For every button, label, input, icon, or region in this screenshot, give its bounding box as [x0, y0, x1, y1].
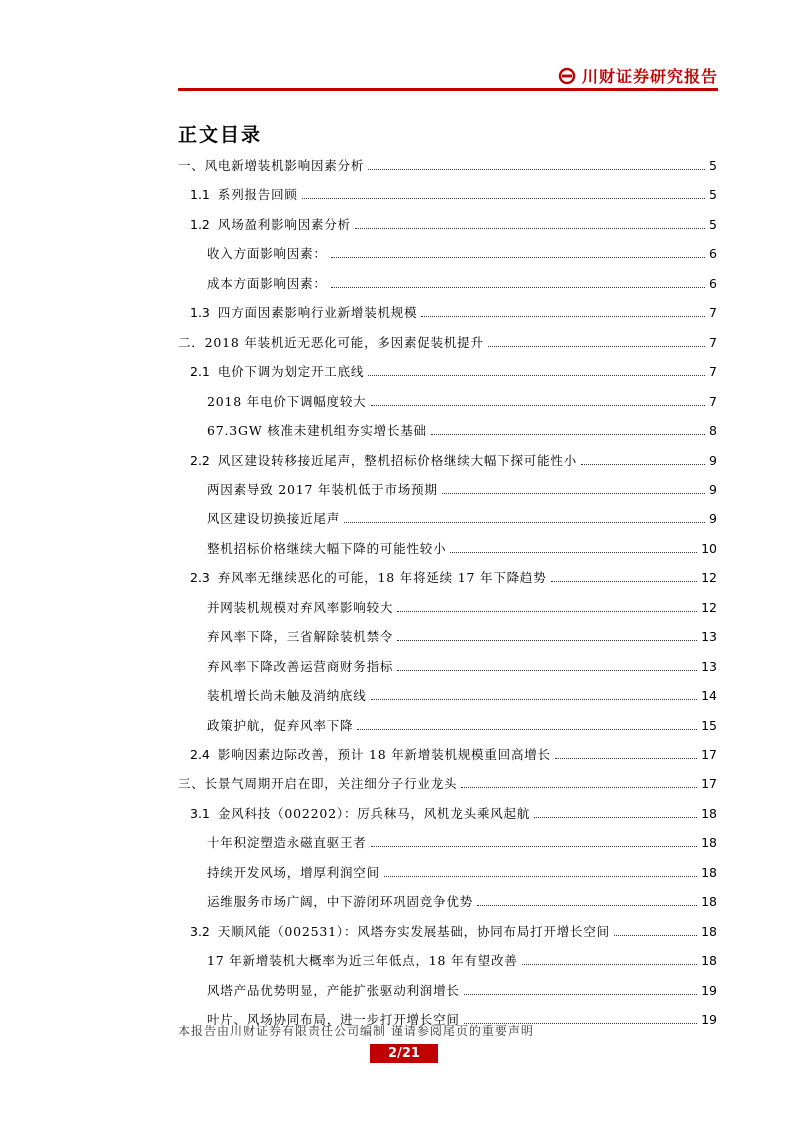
toc-entry-number: 3.2 — [190, 923, 210, 939]
toc-entry-page: 18 — [701, 894, 717, 910]
toc-entry-page: 12 — [701, 599, 717, 615]
toc-entry-page: 18 — [701, 864, 717, 880]
toc-dot-leader — [397, 640, 697, 641]
toc-dot-leader — [331, 287, 705, 288]
toc-entry[interactable] — [178, 329, 717, 351]
toc-entry-label: 持续开发风场，增厚利润空间 — [207, 864, 380, 880]
page-number-badge: 2/21 — [370, 1044, 438, 1063]
brand — [558, 64, 718, 87]
toc-entry-label: 运维服务市场广阔，中下游闭环巩固竞争优势 — [207, 894, 474, 910]
toc-entry-label: 并网装机规模对弃风率影响较大 — [207, 599, 394, 615]
toc-entry-label: 系列报告回顾 — [217, 187, 298, 203]
toc-entry-label: 整机招标价格继续大幅下降的可能性较小 — [207, 540, 447, 556]
toc-entry-label: 风区建设转移接近尾声，整机招标价格继续大幅下探可能性小 — [217, 452, 577, 468]
toc-entry-page: 7 — [709, 364, 717, 380]
toc-dot-leader — [355, 228, 705, 229]
toc-entry-page: 13 — [701, 629, 717, 645]
toc-entry-label: 风场盈利影响因素分析 — [217, 216, 351, 232]
toc-entry-label: 两因素导致 2017 年装机低于市场预期 — [207, 481, 438, 497]
toc-entry[interactable] — [190, 211, 717, 233]
toc-entry[interactable] — [190, 299, 717, 321]
toc-entry[interactable] — [207, 859, 717, 881]
toc-dot-leader — [477, 905, 697, 906]
toc-entry-label: 67.3GW 核准未建机组夯实增长基础 — [207, 423, 427, 439]
toc-dot-leader — [464, 994, 697, 995]
toc-entry-page: 9 — [709, 511, 717, 527]
toc-entry[interactable] — [207, 653, 717, 675]
toc-entry-page: 7 — [709, 393, 717, 409]
toc-entry-label: 装机增长尚未触及消纳底线 — [207, 688, 367, 704]
toc-entry[interactable] — [190, 918, 717, 940]
toc-dot-leader — [397, 670, 697, 671]
toc-entry-page: 9 — [709, 452, 717, 468]
toc-entry-page: 6 — [709, 275, 717, 291]
toc-entry-label: 17 年新增装机大概率为近三年低点，18 年有望改善 — [207, 953, 518, 969]
toc-entry-label: 收入方面影响因素： — [207, 246, 327, 262]
toc-entry-label: 叶片、风场协同布局，进一步打开增长空间 — [207, 1012, 460, 1028]
toc-entry[interactable] — [207, 388, 717, 410]
brand-name: 川财证券研究报告 — [581, 67, 718, 86]
toc-dot-leader — [534, 817, 697, 818]
toc-entry-label: 2018 年电价下调幅度较大 — [207, 393, 367, 409]
toc-entry-label: 二．2018 年装机近无恶化可能，多因素促装机提升 — [178, 334, 484, 350]
toc-entry-number: 2.1 — [190, 364, 210, 380]
toc-dot-leader — [302, 198, 705, 199]
toc-dot-leader — [450, 552, 697, 553]
toc-entry[interactable] — [207, 829, 717, 851]
footer-disclaimer: 本报告由川财证券有限责任公司编制 谨请参阅尾页的重要声明 — [178, 1024, 534, 1038]
toc-dot-leader — [488, 346, 705, 347]
toc-entry-label: 金风科技（002202）：厉兵秣马，风机龙头乘风起航 — [217, 805, 531, 821]
toc-entry-page: 5 — [709, 216, 717, 232]
page-header — [178, 58, 718, 92]
toc-entry-page: 15 — [701, 717, 717, 733]
toc-entry-page: 5 — [709, 158, 717, 173]
toc-entry-number: 1.3 — [190, 305, 210, 321]
toc-dot-leader — [368, 375, 705, 376]
toc-title: 正文目录 — [178, 124, 263, 146]
toc-entry[interactable] — [207, 270, 717, 292]
toc-entry-label: 电价下调为划定开工底线 — [217, 364, 365, 380]
toc-dot-leader — [371, 846, 697, 847]
header-divider — [178, 88, 718, 91]
toc-dot-leader — [581, 464, 705, 465]
toc-entry[interactable] — [190, 447, 717, 469]
toc-dot-leader — [368, 169, 705, 170]
toc-entry-label: 风塔产品优势明显，产能扩张驱动利润增长 — [207, 982, 460, 998]
toc-entry-label: 影响因素边际改善，预计 18 年新增装机规模重回高增长 — [217, 747, 551, 762]
toc-dot-leader — [431, 434, 705, 435]
toc-entry-label: 一、风电新增装机影响因素分析 — [178, 158, 365, 173]
toc-entry-page: 19 — [701, 1012, 717, 1028]
toc-entry-page: 18 — [701, 805, 717, 821]
toc-dot-leader — [522, 964, 698, 965]
toc-entry[interactable] — [207, 505, 717, 527]
toc-entry-page: 18 — [701, 923, 717, 939]
toc-entry-page: 19 — [701, 982, 717, 998]
toc-entry-number: 1.1 — [190, 187, 210, 203]
toc-entry[interactable] — [207, 594, 717, 616]
toc-entry-page: 13 — [701, 658, 717, 674]
toc-entry-page: 18 — [701, 835, 717, 851]
toc-entry-label: 三、长景气周期开启在即，关注细分子行业龙头 — [178, 776, 458, 792]
toc-entry[interactable] — [190, 181, 717, 203]
toc-entry-page: 5 — [709, 187, 717, 203]
toc-dot-leader — [442, 493, 705, 494]
toc-entry-label: 十年积淀塑造永磁直驱王者 — [207, 835, 367, 851]
toc-entry[interactable] — [207, 476, 717, 498]
toc-dot-leader — [555, 758, 697, 759]
toc-entry-page: 8 — [709, 423, 717, 439]
toc-entry-number: 2.2 — [190, 452, 210, 468]
toc-entry[interactable] — [190, 800, 717, 822]
toc-entry[interactable] — [207, 682, 717, 704]
toc-entry[interactable] — [178, 152, 717, 174]
toc-entry[interactable] — [207, 240, 717, 262]
toc-dot-leader — [461, 787, 697, 788]
toc-entry-page: 10 — [701, 540, 717, 556]
toc-dot-leader — [331, 257, 705, 258]
toc-entry-label: 弃风率无继续恶化的可能，18 年将延续 17 年下降趋势 — [217, 570, 547, 586]
toc-entry-label: 四方面因素影响行业新增装机规模 — [217, 305, 418, 321]
toc-entry-label: 弃风率下降，三省解除装机禁令 — [207, 629, 394, 645]
toc-entry-page: 7 — [709, 334, 717, 350]
toc-entry-page: 7 — [709, 305, 717, 321]
toc-entry-label: 弃风率下降改善运营商财务指标 — [207, 658, 394, 674]
toc-entry[interactable] — [207, 417, 717, 439]
toc-entry-label: 政策护航，促弃风率下降 — [207, 717, 354, 733]
toc-entry-page: 17 — [701, 776, 717, 792]
chuancai-logo-icon — [558, 67, 576, 85]
toc-entry[interactable] — [207, 712, 717, 734]
toc-entry-page: 12 — [701, 570, 717, 586]
toc-entry-page: 18 — [701, 953, 717, 969]
toc-entry-label: 风区建设切换接近尾声 — [207, 511, 341, 527]
toc-entry[interactable] — [207, 623, 717, 645]
toc-entry[interactable] — [190, 741, 717, 763]
toc-dot-leader — [371, 699, 697, 700]
toc-entry-page: 14 — [701, 688, 717, 704]
toc-dot-leader — [357, 729, 697, 730]
toc-entry[interactable] — [190, 358, 717, 380]
toc-dot-leader — [397, 611, 697, 612]
toc-entry-label: 成本方面影响因素： — [207, 275, 327, 291]
toc-entry-number: 2.3 — [190, 570, 210, 586]
toc-dot-leader — [551, 581, 698, 582]
toc-entry-number: 1.2 — [190, 216, 210, 232]
toc-dot-leader — [421, 316, 705, 317]
toc-entry[interactable] — [207, 535, 717, 557]
toc-entry-number: 2.4 — [190, 747, 210, 762]
toc-entry-page: 6 — [709, 246, 717, 262]
toc-dot-leader — [384, 876, 697, 877]
toc-dot-leader — [344, 522, 705, 523]
toc-entry[interactable] — [207, 947, 717, 969]
toc-entry[interactable] — [178, 770, 717, 792]
toc-entry[interactable] — [190, 564, 717, 586]
toc-entry-number: 3.1 — [190, 805, 210, 821]
toc-entry-page: 9 — [709, 481, 717, 497]
toc-entry-label: 天顺风能（002531）：风塔夯实发展基础，协同布局打开增长空间 — [217, 923, 610, 939]
toc-dot-leader — [614, 935, 697, 936]
toc-dot-leader — [371, 405, 706, 406]
toc-entry[interactable] — [207, 888, 717, 910]
toc-entry[interactable] — [207, 977, 717, 999]
toc-entry-page: 17 — [701, 747, 717, 762]
